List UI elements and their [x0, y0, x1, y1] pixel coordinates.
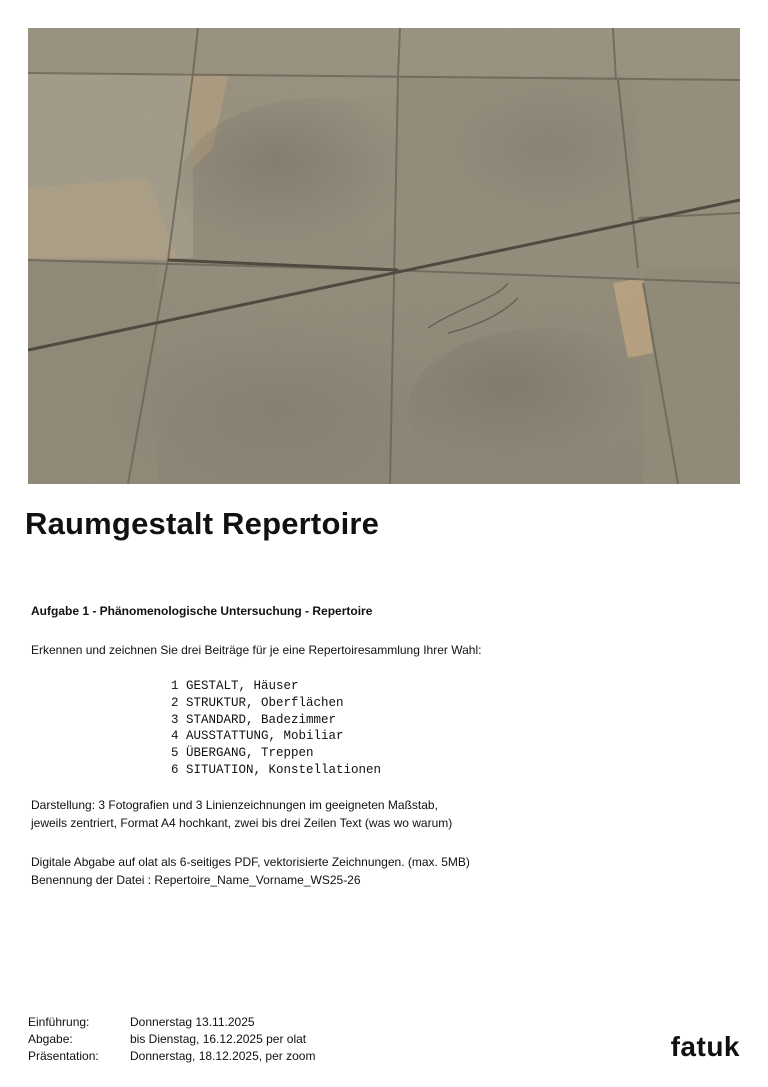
abgabe-line: Digitale Abgabe auf olat als 6-seitiges PDF, vektorisierte Zeichnungen. (max. 5MB) [31, 855, 470, 869]
date-value: Donnerstag 13.11.2025 [130, 1015, 255, 1029]
list-item [171, 712, 381, 729]
list-item-number: 5 [171, 746, 179, 761]
task-intro: Erkennen und zeichnen Sie drei Beiträge für je eine Repertoiresammlung Ihrer Wahl: [31, 643, 482, 657]
date-row-abgabe [28, 1031, 315, 1048]
list-item-number: 2 [171, 695, 179, 710]
list-item-number: 6 [171, 762, 179, 777]
list-item-text: GESTALT, Häuser [186, 679, 299, 693]
darstellung-line: Darstellung: 3 Fotografien und 3 Linienzeichnungen im geeigneten Maßstab, [31, 798, 438, 812]
date-label: Einführung: [28, 1015, 90, 1029]
darstellung-text [31, 796, 452, 832]
list-item-text: SITUATION, Konstellationen [186, 762, 382, 777]
list-item [171, 695, 381, 712]
date-label: Präsentation: [28, 1049, 99, 1063]
date-label: Abgabe: [28, 1032, 73, 1046]
task-heading: Aufgabe 1 - Phänomenologische Untersuchung - Repertoire [31, 604, 373, 618]
list-item-text: STRUKTUR, Oberflächen [186, 695, 344, 710]
repertoire-list [171, 678, 381, 779]
floor-tiles-photo [28, 28, 740, 484]
abgabe-line: Benennung der Datei : Repertoire_Name_Vorname_WS25-26 [31, 873, 361, 887]
darstellung-line: jeweils zentriert, Format A4 hochkant, zwei bis drei Zeilen Text (was wo warum) [31, 816, 453, 830]
list-item [171, 762, 381, 779]
page-title: Raumgestalt Repertoire [25, 506, 380, 541]
list-item-text: ÜBERGANG, Treppen [186, 746, 314, 761]
list-item-number: 3 [171, 712, 179, 727]
floor-tiles-image [28, 28, 740, 484]
list-item-text: STANDARD, Badezimmer [186, 712, 337, 727]
date-row-praesentation [28, 1048, 315, 1065]
list-item [171, 728, 381, 745]
list-item-number: 1 [171, 679, 179, 693]
list-item [171, 678, 381, 695]
list-item [171, 745, 381, 762]
dates-table [28, 1014, 315, 1065]
list-item-text: AUSSTATTUNG, Mobiliar [186, 729, 344, 744]
list-item-number: 4 [171, 729, 179, 744]
date-row-einfuehrung [28, 1014, 315, 1031]
abgabe-text [31, 853, 470, 889]
date-value: Donnerstag, 18.12.2025, per zoom [130, 1049, 316, 1063]
date-value: bis Dienstag, 16.12.2025 per olat [130, 1032, 307, 1046]
fatuk-logo: fatuk [670, 1031, 740, 1062]
